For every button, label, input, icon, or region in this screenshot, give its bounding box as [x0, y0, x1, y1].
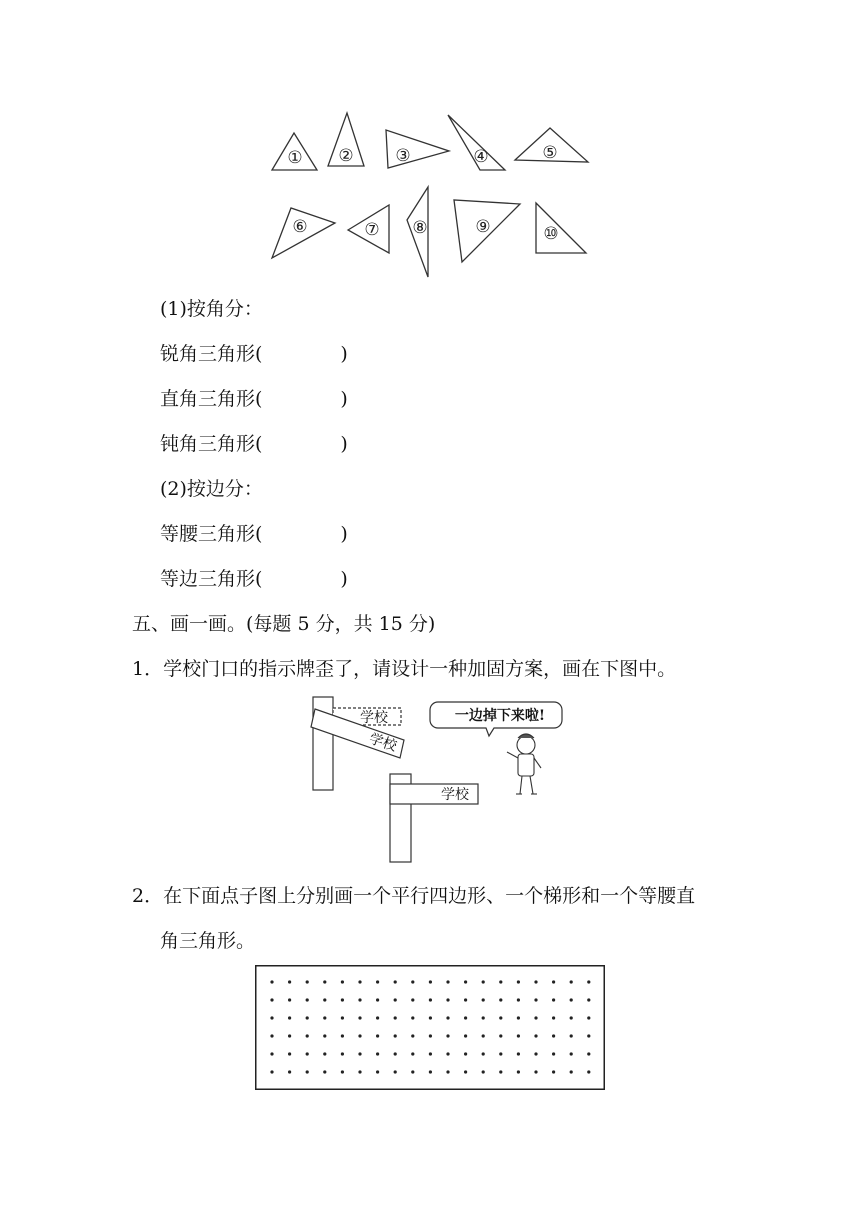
triangle-label-6: ⑥ [292, 217, 308, 237]
dot-grid[interactable] [255, 965, 605, 1090]
by-angle-title: (1)按角分： [160, 298, 263, 320]
grid-dot [411, 998, 414, 1001]
grid-dot [394, 980, 397, 983]
grid-dot [446, 998, 449, 1001]
grid-dot [411, 1052, 414, 1055]
grid-dot [464, 998, 467, 1001]
grid-dot [499, 1034, 502, 1037]
grid-dot [341, 1070, 344, 1073]
grid-dot [587, 1034, 590, 1037]
grid-dot [499, 1070, 502, 1073]
grid-dot [306, 1016, 309, 1019]
grid-dot [446, 1034, 449, 1037]
grid-dot [323, 1016, 326, 1019]
triangle-label-9: ⑨ [475, 217, 491, 237]
grid-dot [552, 1034, 555, 1037]
grid-dot [341, 1052, 344, 1055]
grid-dot [517, 998, 520, 1001]
grid-dot [482, 980, 485, 983]
grid-dot [429, 998, 432, 1001]
grid-dot [446, 1052, 449, 1055]
grid-dot [570, 1052, 573, 1055]
grid-dot [482, 1070, 485, 1073]
grid-dot [394, 1016, 397, 1019]
grid-dot [394, 1052, 397, 1055]
grid-dot [323, 1034, 326, 1037]
grid-dot [323, 998, 326, 1001]
grid-dot [429, 1052, 432, 1055]
grid-dot [358, 980, 361, 983]
grid-dot [376, 1070, 379, 1073]
grid-dot [534, 980, 537, 983]
obtuse-row [160, 432, 348, 456]
acute-label: 锐角三角形( [160, 343, 263, 365]
grid-dot [306, 980, 309, 983]
q2-text-line1: 2．在下面点子图上分别画一个平行四边形、一个梯形和一个等腰直 [132, 885, 696, 907]
grid-dot [376, 1016, 379, 1019]
grid-dot [587, 980, 590, 983]
close-paren: ) [340, 523, 348, 545]
grid-dot [499, 1052, 502, 1055]
acute-row [160, 342, 348, 366]
grid-dot [270, 998, 273, 1001]
grid-dot [394, 1070, 397, 1073]
grid-dot [358, 1070, 361, 1073]
grid-dot [517, 1052, 520, 1055]
grid-dot [270, 1034, 273, 1037]
grid-dot [570, 1016, 573, 1019]
grid-dot [358, 998, 361, 1001]
speech-text: 一边掉下来啦! [454, 708, 546, 724]
grid-dot [288, 980, 291, 983]
grid-dot [464, 980, 467, 983]
grid-dot [394, 1034, 397, 1037]
triangle-label-10: ⑩ [543, 224, 559, 244]
by-side-title: (2)按边分： [160, 478, 263, 500]
triangle-label-2: ② [338, 146, 354, 166]
grid-dot [306, 1052, 309, 1055]
grid-dot [376, 998, 379, 1001]
grid-dot [323, 1070, 326, 1073]
grid-dot [288, 998, 291, 1001]
grid-dot [534, 1070, 537, 1073]
grid-dot [552, 1070, 555, 1073]
grid-dot [464, 1070, 467, 1073]
grid-dot [552, 998, 555, 1001]
grid-dot [288, 1034, 291, 1037]
grid-dot [358, 1016, 361, 1019]
grid-dot [306, 998, 309, 1001]
grid-dot [429, 1070, 432, 1073]
grid-dot [552, 1016, 555, 1019]
grid-dot [552, 980, 555, 983]
grid-dot [517, 980, 520, 983]
grid-dot [552, 1052, 555, 1055]
grid-dot [270, 1016, 273, 1019]
grid-dot [482, 998, 485, 1001]
grid-dot [570, 1034, 573, 1037]
grid-dot [517, 1016, 520, 1019]
close-paren: ) [340, 568, 348, 590]
q2-text-line2: 角三角形。 [160, 930, 256, 952]
dashed-sign-label: 学校 [360, 710, 388, 726]
grid-dot [358, 1034, 361, 1037]
triangle-label-7: ⑦ [364, 220, 380, 240]
grid-dot [323, 980, 326, 983]
grid-dot [288, 1016, 291, 1019]
grid-dot [446, 1070, 449, 1073]
grid-dot [341, 1016, 344, 1019]
grid-dot [376, 1052, 379, 1055]
right-row [160, 387, 348, 411]
grid-dot [587, 998, 590, 1001]
grid-dot [306, 1034, 309, 1037]
grid-dot [306, 1070, 309, 1073]
grid-dot [341, 1034, 344, 1037]
grid-dot [411, 1034, 414, 1037]
grid-dot [429, 1016, 432, 1019]
sign-figure [300, 690, 570, 865]
grid-dot [411, 1016, 414, 1019]
section5-title: 五、画一画。(每题 5 分，共 15 分) [132, 613, 436, 635]
grid-dot [429, 1034, 432, 1037]
grid-dot [482, 1052, 485, 1055]
right-label: 直角三角形( [160, 388, 263, 410]
grid-dot [570, 1070, 573, 1073]
grid-dot [570, 998, 573, 1001]
grid-dot [446, 1016, 449, 1019]
grid-dot [288, 1070, 291, 1073]
equilateral-label: 等边三角形( [160, 568, 263, 590]
triangles-figure [260, 100, 600, 285]
tilted-sign-label: 学校 [367, 730, 399, 755]
triangle-label-1: ① [287, 148, 303, 168]
grid-dot [587, 1070, 590, 1073]
grid-dot [534, 998, 537, 1001]
grid-dot [534, 1052, 537, 1055]
isosceles-row [160, 522, 348, 546]
triangle-label-8: ⑧ [412, 218, 428, 238]
grid-dot [517, 1034, 520, 1037]
grid-dot [517, 1070, 520, 1073]
obtuse-label: 钝角三角形( [160, 433, 263, 455]
grid-dot [499, 998, 502, 1001]
grid-dot [376, 1034, 379, 1037]
q1-text: 1．学校门口的指示牌歪了，请设计一种加固方案，画在下图中。 [132, 658, 677, 680]
grid-dot [534, 1034, 537, 1037]
grid-dot [464, 1016, 467, 1019]
grid-dot [534, 1016, 537, 1019]
close-paren: ) [340, 388, 348, 410]
straight-sign-label: 学校 [441, 787, 469, 803]
grid-dot [482, 1016, 485, 1019]
grid-dot [288, 1052, 291, 1055]
grid-dot [570, 980, 573, 983]
grid-dot [411, 1070, 414, 1073]
grid-dot [394, 998, 397, 1001]
isosceles-label: 等腰三角形( [160, 523, 263, 545]
grid-dot [464, 1052, 467, 1055]
grid-dot [341, 998, 344, 1001]
grid-dot [358, 1052, 361, 1055]
triangle-label-5: ⑤ [542, 143, 558, 163]
boy-illustration [507, 734, 541, 794]
grid-dot [587, 1052, 590, 1055]
grid-dot [323, 1052, 326, 1055]
grid-dot [341, 980, 344, 983]
grid-dot [376, 980, 379, 983]
grid-dot [464, 1034, 467, 1037]
grid-dot [270, 1070, 273, 1073]
triangle-label-4: ④ [473, 147, 489, 167]
triangle-label-3: ③ [395, 146, 411, 166]
grid-dot [270, 980, 273, 983]
grid-dot [587, 1016, 590, 1019]
grid-dot [446, 980, 449, 983]
grid-dot [482, 1034, 485, 1037]
equilateral-row [160, 567, 348, 591]
close-paren: ) [340, 343, 348, 365]
grid-dot [429, 980, 432, 983]
grid-dot [499, 980, 502, 983]
grid-dot [270, 1052, 273, 1055]
grid-dot [499, 1016, 502, 1019]
grid-dot [411, 980, 414, 983]
close-paren: ) [340, 433, 348, 455]
